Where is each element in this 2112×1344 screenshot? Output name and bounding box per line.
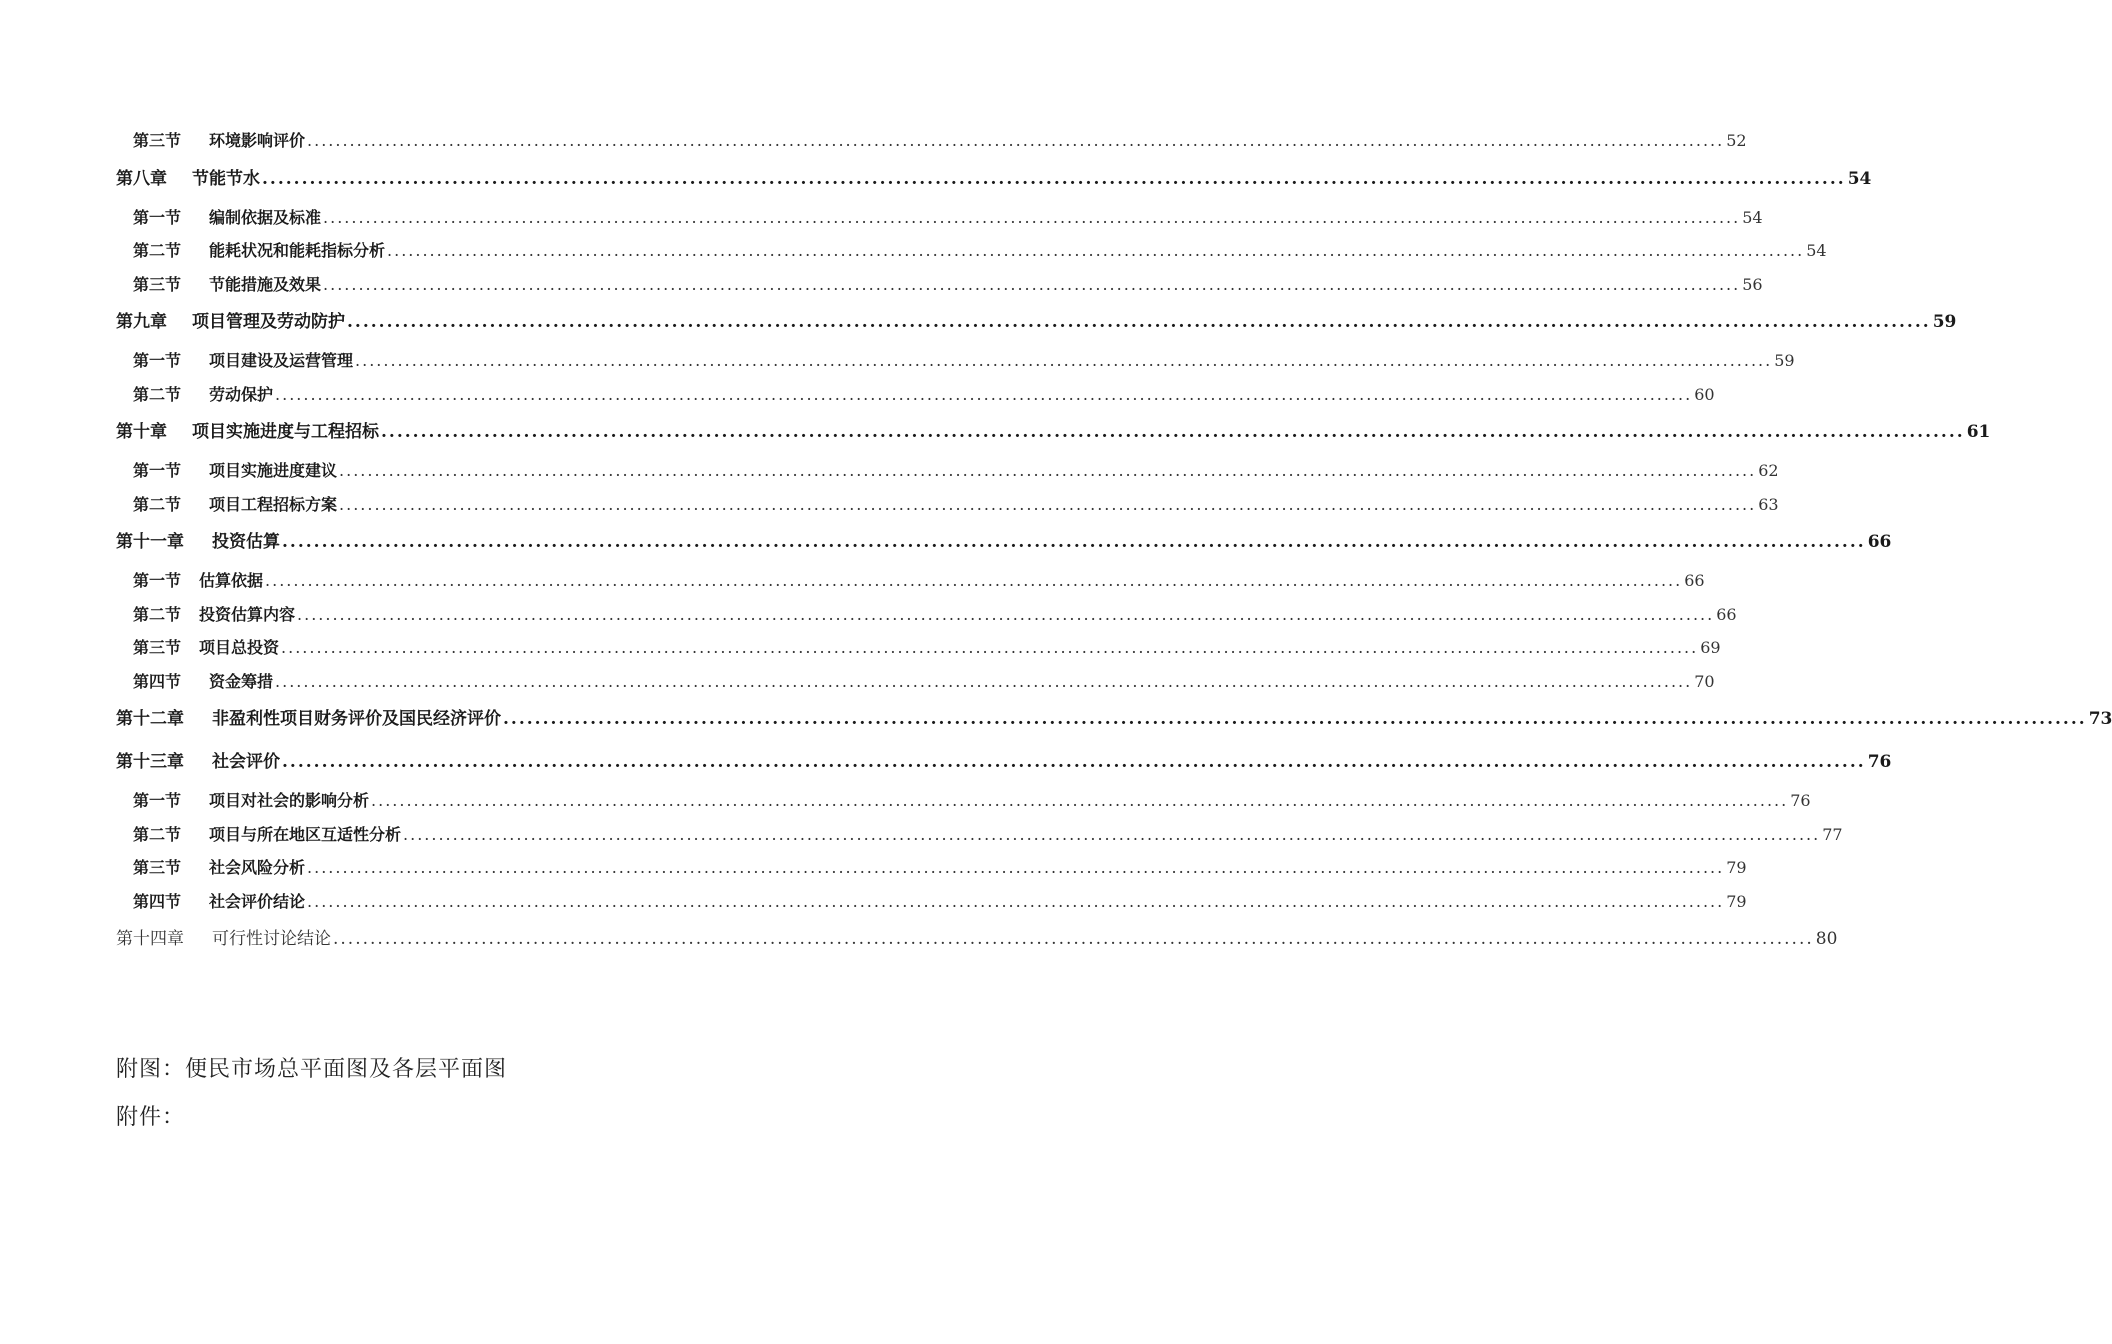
toc-page-number: 69: [1700, 638, 1721, 657]
toc-section-title: 项目建设及运营管理: [209, 351, 354, 370]
toc-page-number: 66: [1684, 571, 1705, 590]
toc-page-number: 80: [1815, 929, 1838, 949]
toc-entry-section[interactable]: [116, 851, 1747, 885]
toc-section-title: 项目实施进度建议: [209, 461, 338, 480]
toc-page-number: 77: [1822, 824, 1843, 844]
toc-section-number: 第三节: [133, 274, 182, 294]
dot-leader: ........................................................................................................................................................................................................: [297, 604, 1715, 624]
dot-leader: ........................................................................................................................................................................................................: [323, 274, 1741, 294]
toc-section-title: 估算依据: [199, 571, 264, 590]
toc-section-number: 第一节: [133, 207, 182, 227]
toc-section-number: 第二节: [133, 241, 182, 260]
toc-section-title: 节能措施及效果: [209, 274, 322, 294]
toc-page-number: 59: [1774, 351, 1795, 370]
dot-leader: ........................................................................................................................................................................................................: [307, 131, 1725, 150]
dot-leader: ........................................................................................................................................................................................................: [307, 858, 1725, 877]
toc-entry-section[interactable]: [116, 665, 1715, 699]
toc-section-title: 项目与所在地区互适性分析: [209, 824, 402, 844]
toc-chapter-number: 第八章: [116, 168, 167, 189]
toc-chapter-number: 第九章: [116, 312, 167, 332]
toc-entry-chapter[interactable]: [116, 741, 1892, 784]
toc-section-title: 项目工程招标方案: [209, 494, 338, 514]
toc-section-number: 第三节: [133, 638, 182, 657]
toc-section-number: 第二节: [133, 824, 182, 844]
toc-chapter-number: 第十四章: [116, 929, 184, 949]
toc-entry-chapter[interactable]: [116, 158, 1872, 201]
toc-page-number: 52: [1726, 131, 1747, 150]
toc-chapter-title: 非盈利性项目财务评价及国民经济评价: [212, 709, 501, 729]
dot-leader: ........................................................................................................................................................................................................: [371, 791, 1789, 810]
toc-chapter-number: 第十一章: [116, 532, 184, 552]
toc-section-title: 项目对社会的影响分析: [209, 791, 370, 810]
toc-chapter-title: 可行性讨论结论: [212, 929, 331, 949]
toc-page-number: 54: [1806, 241, 1827, 260]
dot-leader: ........................................................................................................................................................................................................: [282, 752, 1866, 772]
toc-chapter-title: 社会评价: [212, 752, 280, 772]
table-of-contents: [116, 124, 2112, 961]
dot-leader: ........................................................................................................................................................................................................: [262, 168, 1846, 189]
toc-section-title: 能耗状况和能耗指标分析: [209, 241, 386, 260]
dot-leader: ........................................................................................................................................................................................................: [355, 351, 1773, 370]
toc-entry-section[interactable]: [116, 124, 1747, 158]
toc-section-number: 第二节: [133, 494, 182, 514]
toc-entry-chapter[interactable]: [116, 411, 1991, 454]
toc-section-number: 第四节: [133, 671, 182, 691]
dot-leader: ........................................................................................................................................................................................................: [282, 532, 1866, 552]
toc-chapter-title: 投资估算: [212, 532, 280, 552]
dot-leader: ........................................................................................................................................................................................................: [347, 312, 1931, 332]
toc-section-number: 第一节: [133, 461, 182, 480]
toc-page-number: 56: [1742, 274, 1763, 294]
toc-page-number: 76: [1790, 791, 1811, 810]
toc-entry-section[interactable]: [116, 818, 1843, 852]
toc-section-title: 劳动保护: [209, 384, 274, 404]
dot-leader: ........................................................................................................................................................................................................: [275, 384, 1693, 404]
toc-entry-section[interactable]: [116, 488, 1779, 522]
toc-entry-section[interactable]: [116, 598, 1737, 632]
toc-entry-section[interactable]: [116, 201, 1763, 235]
toc-section-number: 第一节: [133, 351, 182, 370]
toc-page-number: 79: [1726, 858, 1747, 877]
toc-chapter-number: 第十章: [116, 422, 167, 442]
toc-chapter-number: 第十二章: [116, 709, 184, 729]
dot-leader: ........................................................................................................................................................................................................: [333, 929, 1814, 949]
toc-entry-chapter[interactable]: [116, 301, 1957, 344]
appendix-figures: 附图：便民市场总平面图及各层平面图: [116, 1057, 508, 1082]
toc-page-number: 70: [1694, 671, 1715, 691]
toc-section-number: 第二节: [133, 384, 182, 404]
toc-section-title: 投资估算内容: [199, 604, 296, 624]
toc-entry-section[interactable]: [116, 885, 1747, 919]
dot-leader: ........................................................................................................................................................................................................: [339, 494, 1757, 514]
toc-page-number: 66: [1716, 604, 1737, 624]
toc-section-number: 第三节: [133, 858, 182, 877]
dot-leader: ........................................................................................................................................................................................................: [387, 241, 1805, 260]
dot-leader: ........................................................................................................................................................................................................: [403, 824, 1821, 844]
toc-page-number: 54: [1742, 207, 1763, 227]
dot-leader: ........................................................................................................................................................................................................: [307, 891, 1725, 911]
dot-leader: ........................................................................................................................................................................................................: [265, 571, 1683, 590]
toc-chapter-title: 项目管理及劳动防护: [192, 312, 345, 332]
toc-section-title: 编制依据及标准: [209, 207, 322, 227]
toc-section-number: 第一节: [133, 571, 182, 590]
toc-section-title: 项目总投资: [199, 638, 280, 657]
toc-section-number: 第一节: [133, 791, 182, 810]
toc-section-title: 社会风险分析: [209, 858, 306, 877]
toc-page-number: 54: [1847, 168, 1872, 189]
toc-section-title: 资金筹措: [209, 671, 274, 691]
toc-entry-section[interactable]: [116, 454, 1779, 488]
toc-page-number: 63: [1758, 494, 1779, 514]
dot-leader: ........................................................................................................................................................................................................: [339, 461, 1757, 480]
toc-chapter-title: 节能节水: [192, 168, 260, 189]
toc-page-number: 59: [1932, 312, 1957, 332]
toc-section-title: 环境影响评价: [209, 131, 306, 150]
dot-leader: ........................................................................................................................................................................................................: [281, 638, 1699, 657]
appendix-attachments: 附件：: [116, 1105, 186, 1130]
toc-section-number: 第三节: [133, 131, 182, 150]
toc-chapter-number: 第十三章: [116, 752, 184, 772]
toc-section-number: 第四节: [133, 891, 182, 911]
toc-page-number: 73: [2088, 709, 2112, 729]
toc-entry-section[interactable]: [116, 378, 1715, 412]
toc-entry-chapter[interactable]: [116, 698, 2112, 741]
dot-leader: ........................................................................................................................................................................................................: [275, 671, 1693, 691]
dot-leader: ........................................................................................................................................................................................................: [503, 709, 2087, 729]
toc-entry-section[interactable]: [116, 631, 1721, 665]
dot-leader: ........................................................................................................................................................................................................: [381, 422, 1965, 442]
toc-page-number: 76: [1867, 752, 1892, 772]
toc-entry-section[interactable]: [116, 344, 1795, 378]
toc-page-number: 61: [1966, 422, 1991, 442]
toc-section-title: 社会评价结论: [209, 891, 306, 911]
toc-entry-section[interactable]: [116, 564, 1705, 598]
toc-page-number: 60: [1694, 384, 1715, 404]
toc-page-number: 79: [1726, 891, 1747, 911]
toc-page-number: 66: [1867, 532, 1892, 552]
toc-page-number: 62: [1758, 461, 1779, 480]
toc-entry-section[interactable]: [116, 784, 1811, 818]
toc-entry-section[interactable]: [116, 234, 1827, 268]
toc-section-number: 第二节: [133, 604, 182, 624]
toc-entry-chapter[interactable]: [116, 918, 1838, 961]
dot-leader: ........................................................................................................................................................................................................: [323, 207, 1741, 227]
toc-entry-section[interactable]: [116, 268, 1763, 302]
toc-entry-chapter[interactable]: [116, 521, 1892, 564]
toc-chapter-title: 项目实施进度与工程招标: [192, 422, 379, 442]
